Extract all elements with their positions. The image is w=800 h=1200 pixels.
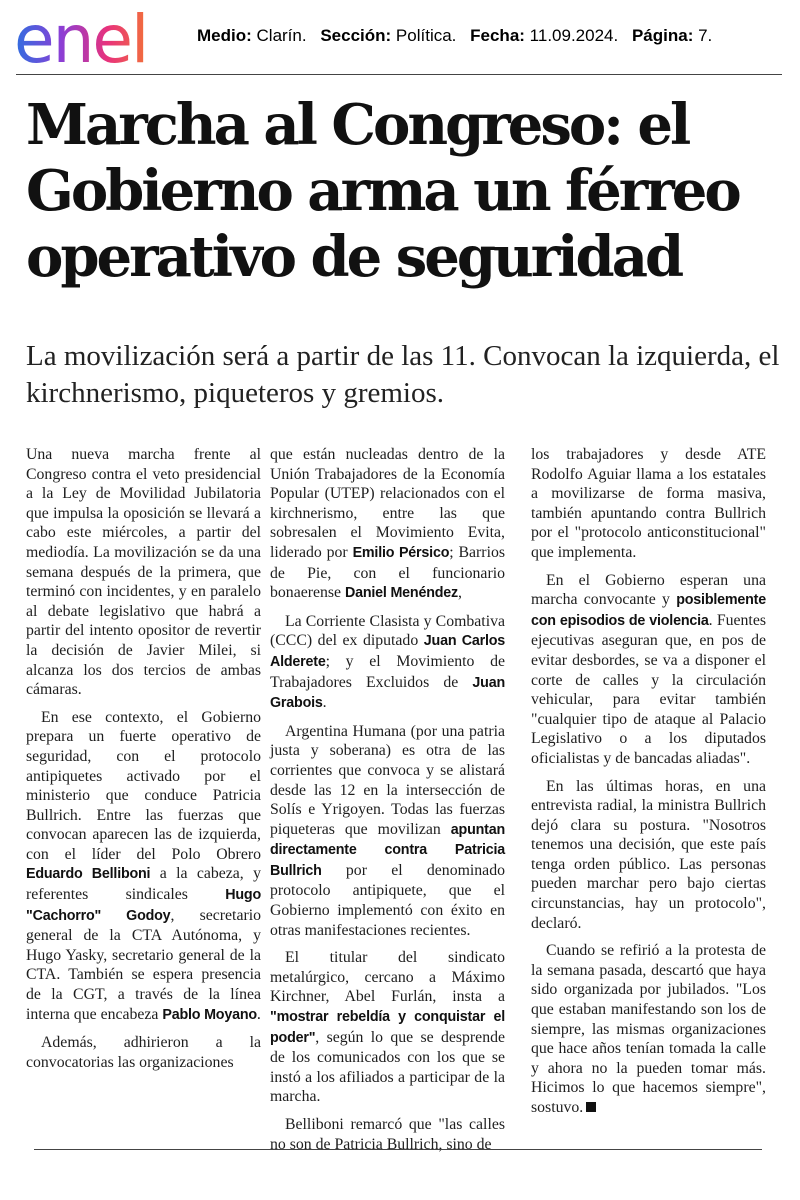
- seccion-label: Sección:: [320, 26, 392, 45]
- footer-divider: [34, 1149, 762, 1150]
- paragraph: Además, adhirieron a la convocatorias las organizaciones: [26, 1034, 261, 1071]
- name-highlight: Emilio Pérsico: [352, 544, 450, 561]
- paragraph: Belliboni remarcó que "las calles no son de Patricia Bullrich, sino de: [270, 1116, 505, 1153]
- pagina-value: 7.: [698, 26, 713, 45]
- paragraph: En las últimas horas, en una entrevista radial, la ministra Bullrich dejó clara su postura. "Nosotros tenemos una decisión, que este país tenga orden público. Las personas pueden marchar pero bajo ciertas circunstancias, hay un protocolo", declaró.: [531, 777, 766, 932]
- paragraph: Una nueva marcha frente al Congreso contra el veto presidencial a la Ley de Movilidad Jubilatoria que impulsa la oposición se llevará a cabo este miércoles, a partir del mediodía. La movilización se da una semana después de la primera, que terminó con incidentes, y en paralelo al debate legislativo que habrá a partir del intento opositor de revertir la decisión de Javier Milei, si alcanza los dos tercios de ambas cámaras.: [26, 446, 261, 699]
- phrase-highlight: apuntan directamente contra Patricia Bullrich: [270, 821, 505, 879]
- fecha-value: 11.09.2024.: [529, 26, 619, 45]
- name-highlight: Juan Carlos Alderete: [270, 633, 506, 670]
- name-highlight: Daniel Menéndez: [345, 585, 458, 602]
- article-column-1: [26, 445, 261, 1072]
- fecha-label: Fecha:: [470, 26, 525, 45]
- article-column-3: [531, 445, 766, 1118]
- article-column-2: [270, 445, 505, 1154]
- header-divider: [16, 74, 782, 75]
- end-mark-icon: [586, 1102, 596, 1112]
- paragraph-text: Cuando se refirió a la protesta de la semana pasada, descartó que haya sido organizada por jubilados. "Los que estaban manifestando son los de siempre, las mismas organizaciones que hace años tenían tomada la calle y ahora no la pueden tomar más. Hicimos lo que hacemos siempre", sostuvo.: [531, 942, 766, 1116]
- phrase-highlight: posiblemente con episodios de violencia: [531, 592, 766, 629]
- clipping-header: [0, 0, 800, 76]
- article-body: [26, 445, 773, 1153]
- name-highlight: Eduardo Belliboni: [26, 866, 151, 883]
- paragraph: [531, 941, 766, 1117]
- seccion-value: Política.: [395, 26, 457, 45]
- paragraph: los trabajadores y desde ATE Rodolfo Aguiar llama a los estatales a movilizarse de forma masiva, también apuntando contra Bullrich por el "protocolo anticonstitucional" que implementa.: [531, 446, 766, 561]
- quote-highlight: "mostrar rebeldía y conquistar el poder": [270, 1009, 505, 1046]
- name-highlight: Hugo "Cachorro" Godoy: [26, 887, 261, 924]
- article-subheadline: La movilización será a partir de las 11. Convocan la izquierda, el kirchnerismo, piqueteros y gremios.: [26, 340, 780, 409]
- name-highlight: Pablo Moyano: [162, 1006, 257, 1023]
- paragraph: En ese contexto, el Gobierno prepara un fuerte operativo de seguridad, con el protocolo antipiquetes activado por el ministerio que conduce Patricia Bullrich. Entre las fuerzas que convocan aparecen las de izquierda, con el líder del Polo Obrero Eduardo Belliboni a la cabeza, y referentes sindicales Hugo "Cachorro" Godoy, secretario general de la CTA Autónoma, y Hugo Yasky, secretario general de la CTA. También se espera presencia de la CGT, a través de la línea interna que encabeza Pablo Moyano.: [26, 708, 262, 1023]
- clipping-metadata: [197, 26, 712, 46]
- medio-label: Medio:: [197, 26, 252, 45]
- paragraph: La Corriente Clasista y Combativa (CCC) del ex diputado Juan Carlos Alderete; y el Movimiento de Trabajadores Excluidos de Juan Grabois.: [270, 612, 506, 712]
- medio-value: Clarín.: [256, 26, 307, 45]
- paragraph: El titular del sindicato metalúrgico, cercano a Máximo Kirchner, Abel Furlán, insta a "mostrar rebeldía y conquistar el poder", según lo que se desprende de los comunicados con los que se instó a los afiliados a participar de la marcha.: [270, 949, 505, 1106]
- paragraph: En el Gobierno esperan una marcha convocante y posiblemente con episodios de violencia. Fuentes ejecutivas aseguran que, en pos de evitar desbordes, se va a disponer el corte de calles y la circulación vehicular, para evitar también "cualquier tipo de ataque al Palacio Legislativo o a los diputados oficialistas y de bancadas aliadas".: [531, 571, 766, 767]
- paragraph: que están nucleadas dentro de la Unión Trabajadores de la Economía Popular (UTEP) relacionados con el kirchnerismo, entre las que sobresalen el Movimiento Evita, liderado por Emilio Pérsico; Barrios de Pie, con el funcionario bonaerense Daniel Menéndez,: [270, 446, 506, 602]
- article-headline: Marcha al Congreso: el Gobierno arma un férreo operativo de seguridad: [26, 92, 739, 290]
- paragraph: Argentina Humana (por una patria justa y soberana) es otra de las corrientes que convoca y se alistará desde las 12 en la intersección de Solís e Yrigoyen. Todas las fuerzas piqueteras que movilizan apuntan directamente contra Patricia Bullrich por el denominado protocolo antipiquete, que el Gobierno implementó con éxito en otras manifestaciones recientes.: [270, 722, 505, 939]
- enel-logo-text: enel: [14, 6, 148, 72]
- enel-logo: [14, 6, 179, 72]
- name-highlight: Juan Grabois: [270, 674, 505, 712]
- pagina-label: Página:: [631, 26, 694, 45]
